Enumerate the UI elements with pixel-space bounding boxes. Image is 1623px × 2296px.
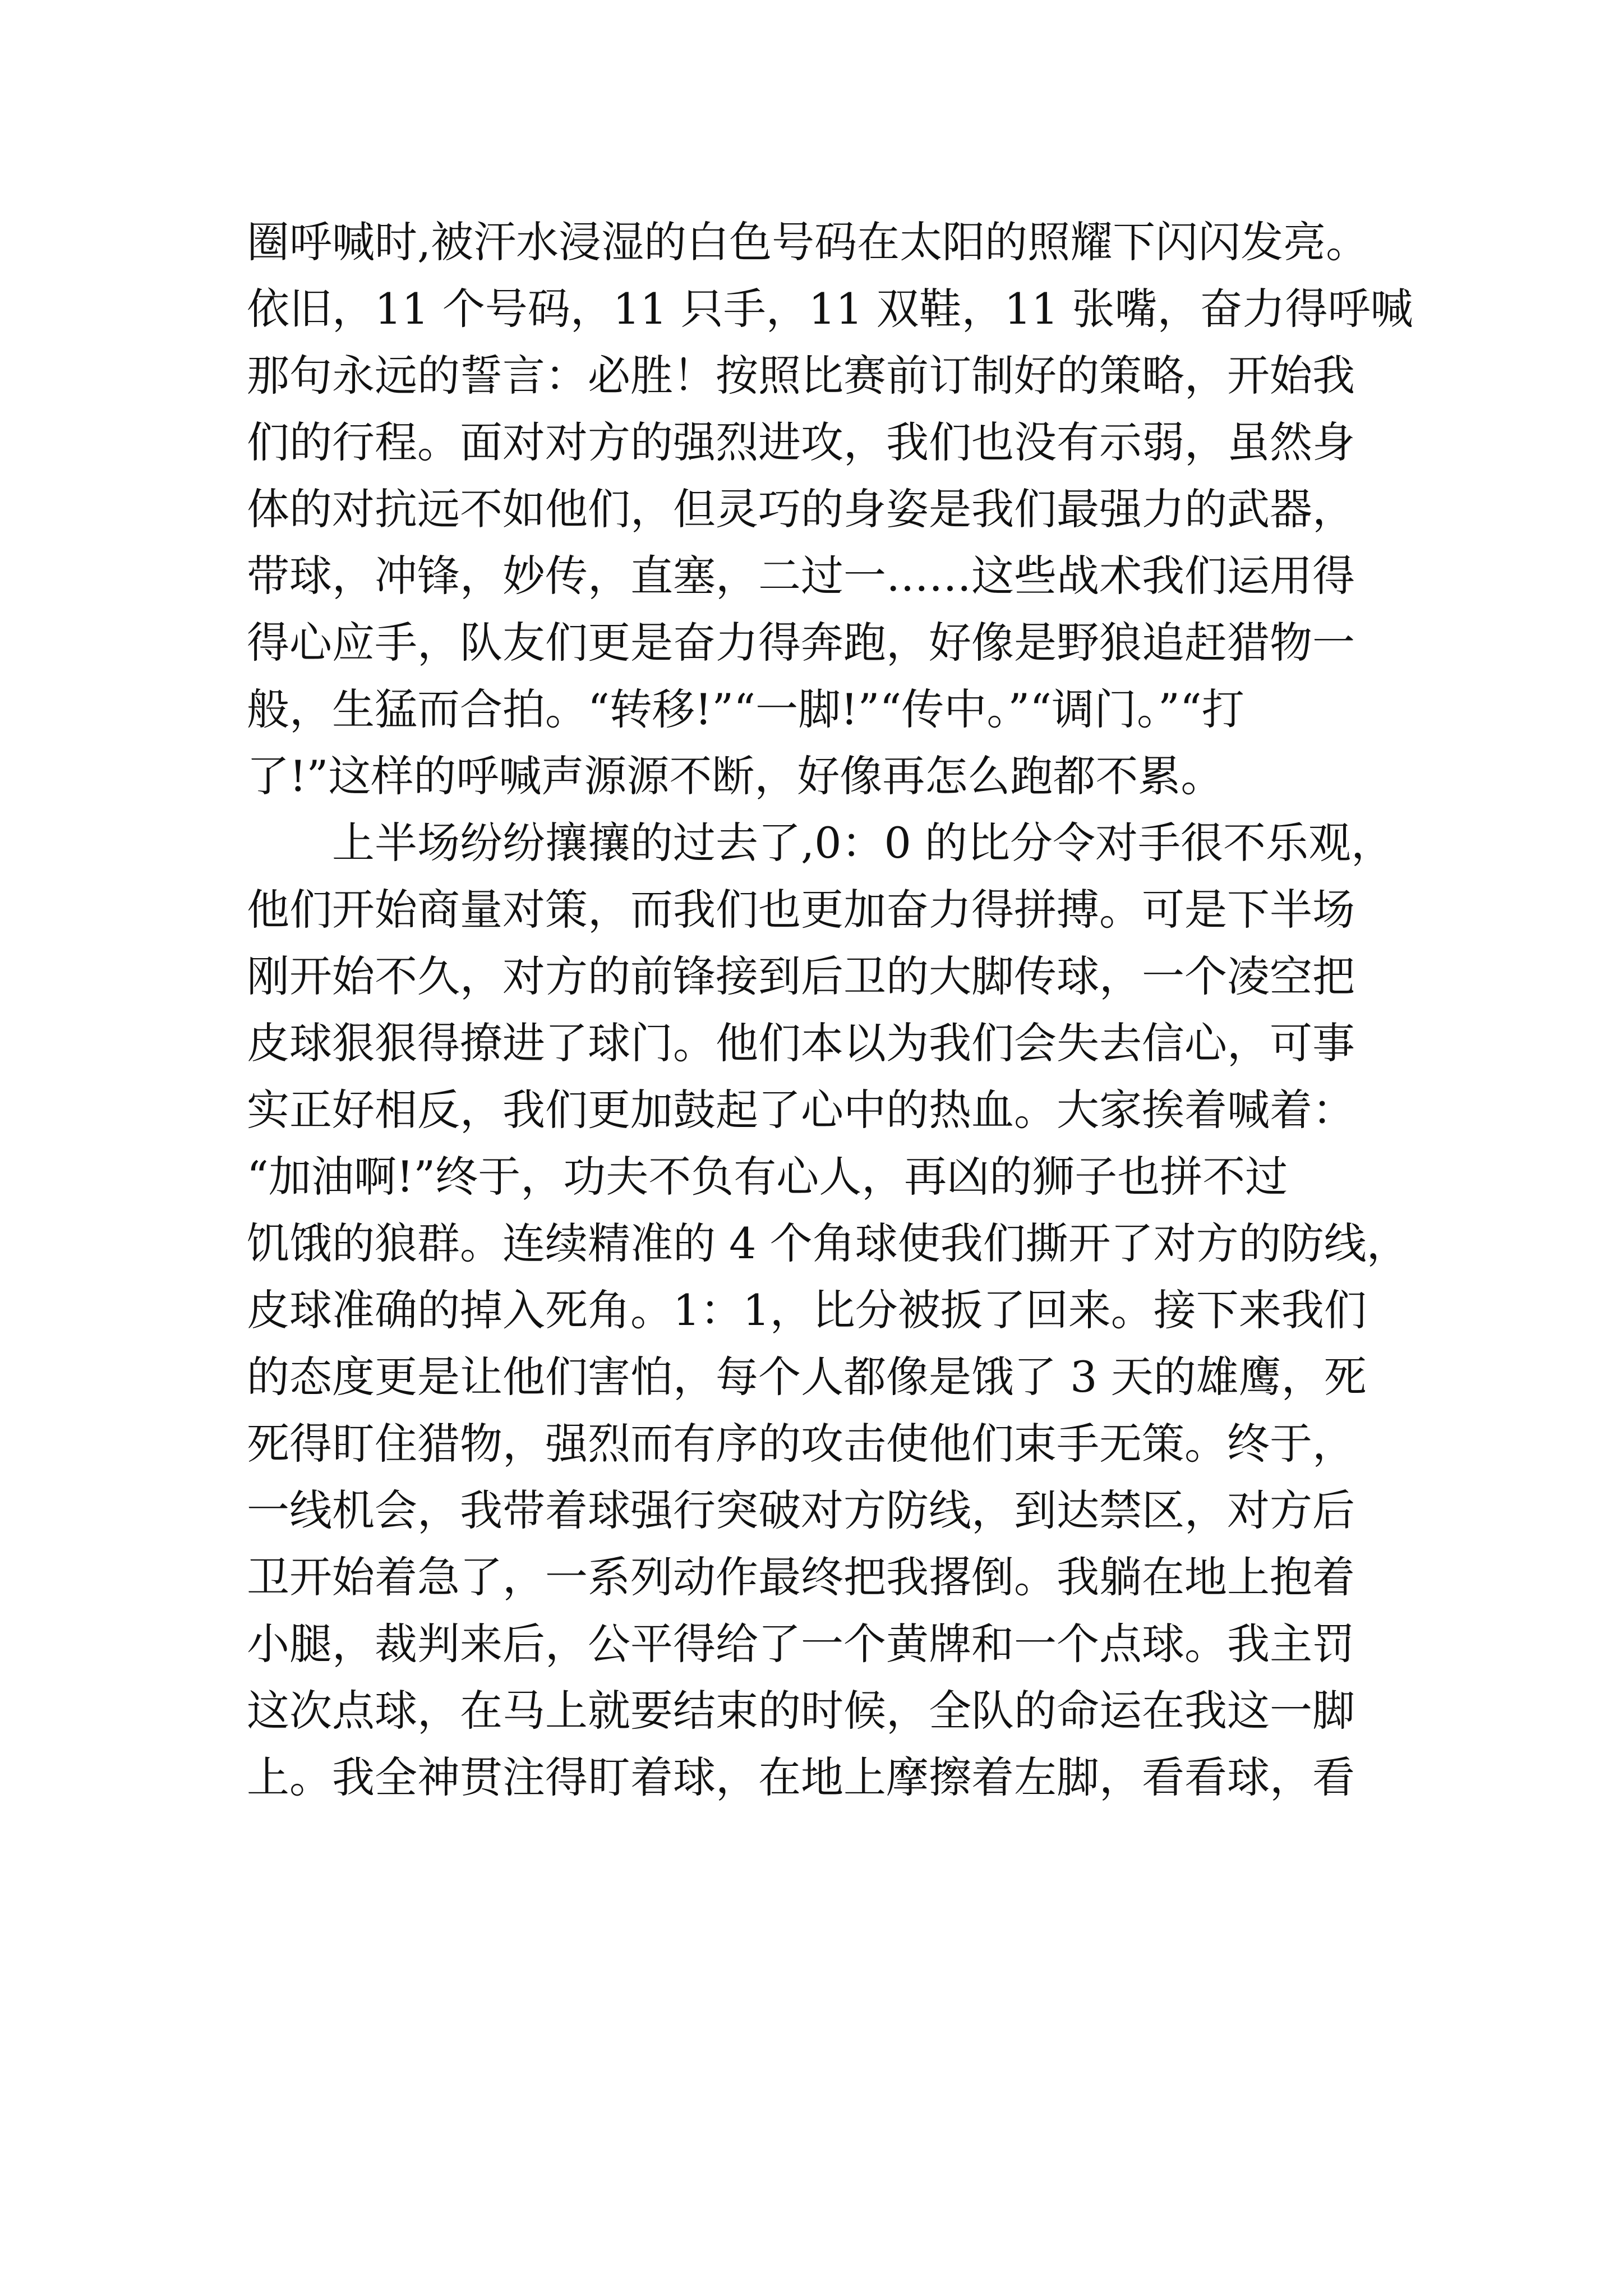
text-line: 他们开始商量对策，而我们也更加奋力得拼搏。可是下半场 xyxy=(247,885,1355,935)
text-line: 小腿，裁判来后，公平得给了一个黄牌和一个点球。我主罚 xyxy=(247,1619,1355,1669)
text-line: 了!”这样的呼喊声源源不断，好像再怎么跑都不累。 xyxy=(247,751,1224,801)
text-line: 的态度更是让他们害怕，每个人都像是饿了 3 天的雄鹰，死 xyxy=(247,1352,1367,1402)
text-line: 皮球准确的掉入死角。1：1，比分被扳了回来。接下来我们 xyxy=(247,1285,1367,1335)
text-line: 般，生猛而合拍。“转移!”“一脚!”“传中。”“调门。”“打 xyxy=(247,684,1244,734)
text-line: 依旧，11 个号码，11 只手，11 双鞋，11 张嘴，奋力得呼喊 xyxy=(247,284,1413,334)
text-line: 带球，冲锋，妙传，直塞，二过一……这些战术我们运用得 xyxy=(247,551,1355,601)
text-line: “加油啊!”终于，功夫不负有心人，再凶的狮子也拼不过 xyxy=(247,1152,1288,1202)
text-line: 卫开始着急了，一系列动作最终把我撂倒。我躺在地上抱着 xyxy=(247,1552,1355,1602)
paragraph-start-line: 上半场纷纷攘攘的过去了,0：0 的比分令对手很不乐观， xyxy=(332,818,1394,868)
text-line: 得心应手，队友们更是奋力得奔跑，好像是野狼追赶猎物一 xyxy=(247,618,1355,668)
body-text xyxy=(247,209,1436,1811)
text-line: 饥饿的狼群。连续精准的 4 个角球使我们撕开了对方的防线， xyxy=(247,1218,1409,1268)
text-line: 皮球狠狠得撩进了球门。他们本以为我们会失去信心，可事 xyxy=(247,1018,1355,1068)
text-line: 这次点球，在马上就要结束的时候，全队的命运在我这一脚 xyxy=(247,1686,1355,1736)
text-line: 一线机会，我带着球强行突破对方防线，到达禁区，对方后 xyxy=(247,1485,1355,1535)
text-line: 刚开始不久，对方的前锋接到后卫的大脚传球，一个凌空把 xyxy=(247,951,1355,1001)
text-line: 实正好相反，我们更加鼓起了心中的热血。大家挨着喊着： xyxy=(247,1085,1355,1135)
text-line: 圈呼喊时,被汗水浸湿的白色号码在太阳的照耀下闪闪发亮。 xyxy=(247,217,1369,267)
text-line: 死得盯住猎物，强烈而有序的攻击使他们束手无策。终于， xyxy=(247,1419,1355,1469)
text-line: 上。我全神贯注得盯着球，在地上摩擦着左脚，看看球，看 xyxy=(247,1752,1355,1802)
text-line: 那句永远的誓言：必胜！按照比赛前订制好的策略，开始我 xyxy=(247,351,1355,401)
text-line: 体的对抗远不如他们，但灵巧的身姿是我们最强力的武器， xyxy=(247,484,1355,534)
text-line: 们的行程。面对对方的强烈进攻，我们也没有示弱，虽然身 xyxy=(247,417,1355,467)
